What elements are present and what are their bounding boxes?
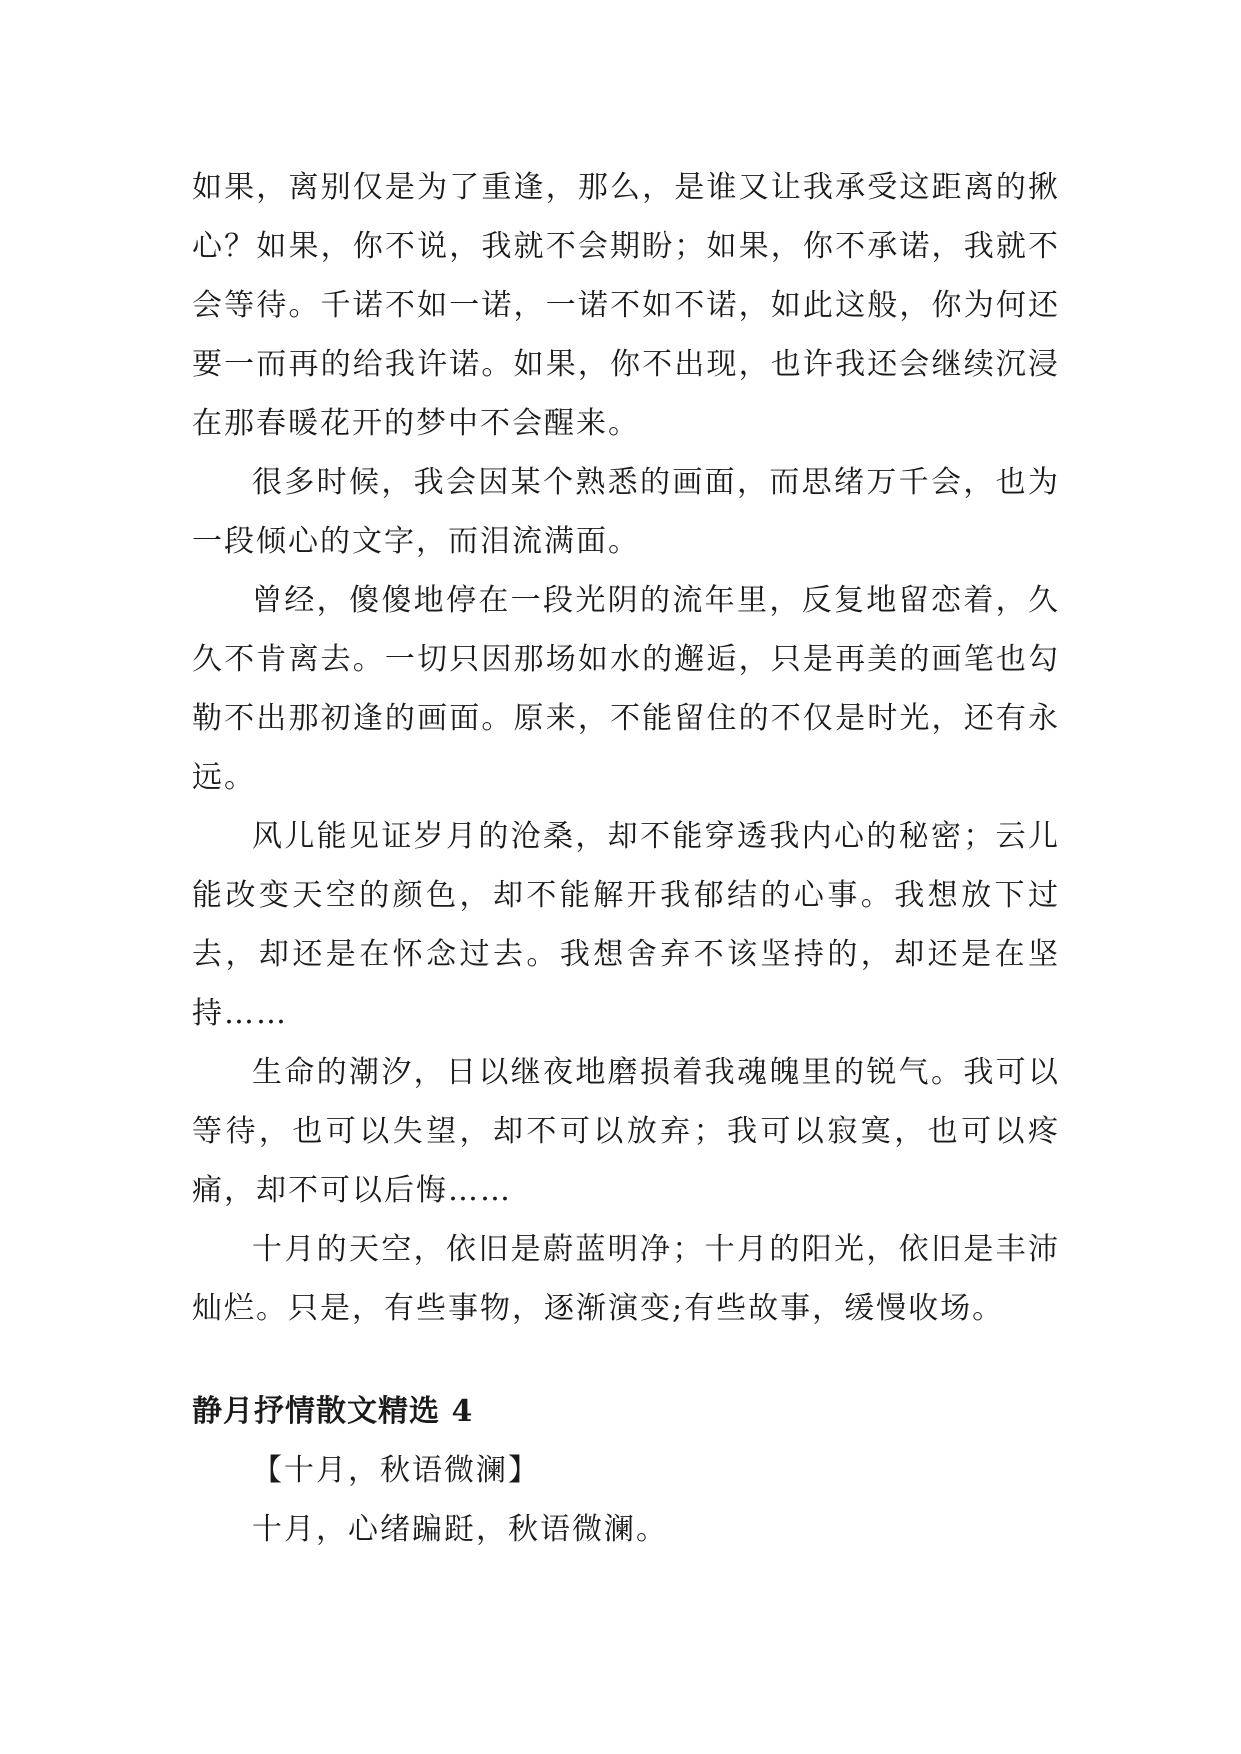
paragraph: 如果，离别仅是为了重逢，那么，是谁又让我承受这距离的揪心？如果，你不说，我就不会期盼；如果，你不承诺，我就不会等待。千诺不如一诺，一诺不如不诺，如此这般，你为何还要一而再的给我许诺。如果，你不出现，也许我还会继续沉浸在那春暖花开的梦中不会醒来。	[192, 170, 1060, 441]
paragraph: 风儿能见证岁月的沧桑，却不能穿透我内心的秘密；云儿能改变天空的颜色，却不能解开我郁结的心事。我想放下过去，却还是在怀念过去。我想舍弃不该坚持的，却还是在坚持……	[192, 819, 1060, 1031]
document-page	[192, 158, 1060, 1559]
paragraph: 很多时候，我会因某个熟悉的画面，而思绪万千会，也为一段倾心的文字，而泪流满面。	[192, 465, 1060, 559]
paragraph: 十月的天空，依旧是蔚蓝明净；十月的阳光，依旧是丰沛灿烂。只是，有些事物，逐渐演变;有些故事，缓慢收场。	[192, 1232, 1060, 1326]
section-title: 静月抒情散文精选 4	[192, 1394, 474, 1429]
paragraph: 曾经，傻傻地停在一段光阴的流年里，反复地留恋着，久久不肯离去。一切只因那场如水的邂逅，只是再美的画笔也勾勒不出那初逢的画面。原来，不能留住的不仅是时光，还有永远。	[192, 583, 1060, 795]
paragraph: 生命的潮汐，日以继夜地磨损着我魂魄里的锐气。我可以等待，也可以失望，却不可以放弃；我可以寂寞，也可以疼痛，却不可以后悔……	[192, 1055, 1060, 1208]
section-subtitle: 【十月，秋语微澜】	[252, 1453, 540, 1488]
section-first-line: 十月，心绪蹁跹，秋语微澜。	[252, 1512, 668, 1547]
